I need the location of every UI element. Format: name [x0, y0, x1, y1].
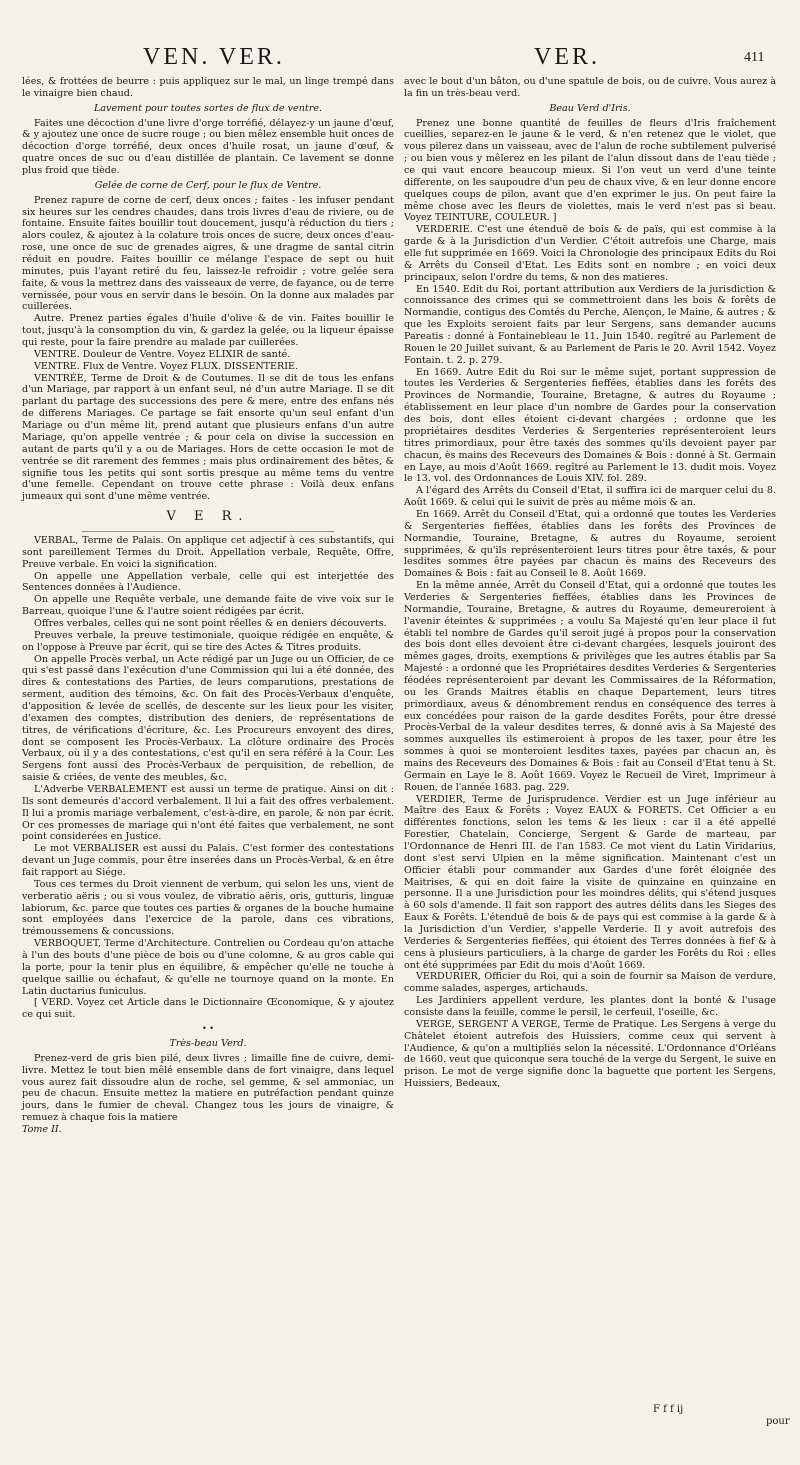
paragraph: Preuves verbale, la preuve testimoniale, quoique rédigée en enquête, & on l'oppose à Preuve par écrit, qui se tire des Actes & Titres produits. — [22, 629, 394, 653]
entry-verd: [ VERD. Voyez cet Article dans le Dictionnaire Œconomique, & y ajoutez ce qui suit. — [22, 997, 394, 1021]
entry-verderie: VERDERIE. C'est une étenduë de bois & de païs, qui est commise à la garde & à la Jurisdiction d'un Verdier. C'étoit autrefois une Charge, mais elle fut supprimée en 1669. Voici la Chronologie des principaux Edits du Roi & Arrêts du Conseil d'Etat. Les Edits sont en nombre ; en voici deux principaux, selon l'ordre du tems, & non des matieres. — [404, 224, 776, 283]
entry-ventre-douleur: VENTRE. Douleur de Ventre. Voyez ELIXIR de santé. — [34, 348, 291, 360]
recipe-heading: Beau Verd d'Iris. — [549, 102, 631, 114]
paragraph: Autre. Prenez parties égales d'huile d'olive & de vin. Faites bouillir le tout, jusqu'à la consomption du vin, & gardez la gelée, ou la liqueur épaisse qui reste, pour la faire prendre au malade par cuillerées. — [22, 313, 394, 349]
entry-verge: VERGE, SERGENT A VERGE, Terme de Pratique. Les Sergens à verge du Châtelet étoient autrefois des Huissiers, comme ceux qui servent à l'Audience, & qu'on a multipliés selon la nécessité. L'Ordonnance d'Orléans de 1660. veut que quiconque sera touché de la verge du Sergent, le suive en prison. Le mot de verge signifie donc la baguette que portent les Sergens, Huissiers, Bedeaux, — [404, 1018, 776, 1090]
signature-mark: F f f ij — [653, 1404, 684, 1415]
paragraph: Offres verbales, celles qui ne sont point réelles & en deniers découverts. — [34, 617, 387, 629]
paragraph: L'Adverbe VERBALEMENT est aussi un terme de pratique. Ainsi on dit : Ils sont demeurés d'accord verbalement. Il lui a fait des offres verbalement. Il lui a promis mariage verbalement, c'est-à-dire, en parole, & non par écrit. Or ces promesses de mariage qui n'ont été faites que verbalement, ne sont point considerées en Justice. — [22, 783, 394, 843]
paragraph: On appelle une Appellation verbale, celle qui est interjettée des Sentences données à l'Audience. — [22, 570, 394, 594]
running-head-center: VER. — [534, 44, 600, 70]
page-number: 411 — [744, 50, 765, 65]
paragraph: En 1540. Edit du Roi, portant attribution aux Verdiers de la jurisdiction & connoissance des crimes qui se commettroient dans les bois & forêts de Normandie, contigus des Comtés du Perche, Alençon, le Maine, & autres ; & que les Exploits seroient faits par leur Sergens, sans demander aucuns Pareatis : donné à Fontainebleau le 11. Juin 1540. regîtré au Parlement de Rouen le 20 Juillet suivant, & au Parlement de Paris le 20. Avril 1542. Voyez Fontain. t. 2. p. 279. — [404, 283, 776, 366]
paragraph: Prenez-verd de gris bien pilé, deux livres ; limaille fine de cuivre, demi-livre. Mettez le tout bien mêlé ensemble dans de fort vinaigre, dans lequel vous aurez fait dissoudre alun de roche, sel gemme, & sel ammoniac, un peu de chacun. Ensuite mettez la matiere en putréfaction pendant quinze jours, dans le fumier de cheval. Changez tous les jours de vinaigre, & remuez à chaque fois la matiere — [22, 1052, 394, 1124]
section-heading-ver: V E R. — [166, 509, 250, 525]
paragraph: Faites une décoction d'une livre d'orge torréfié, délayez-y un jaune d'œuf, & y ajoutez une once de sucre rouge ; ou bien mêlez ensemble huit onces de décoction d'orge torréfié, deux onces d'huile rosat, un jaune d'œuf, & quatre onces de suc ou d'eau distillée de plantain. Ce lavement se donne plus froid que tiède. — [22, 117, 394, 177]
entry-verdier: VERDIER, Terme de Jurisprudence. Verdier est un Juge inférieur au Maître des Eaux & Forêts ; Voyez EAUX & FORETS. Cet Officier a eu différentes fonctions, selon les tems & les lieux : car il a été appellé Forestier, Chatelain, Concierge, Sergent & Garde de marteau, par l'Ordonnance de Henri III. de l'an 1583. Ce mot vient du Latin Viridarius, dont s'est servi Ulpien en la même signification. Maintenant c'est un Officier établi pour commander aux Gardes d'une forêt éloignée des Maitrises, & qui en doit faire la visite de quinzaine en quinzaine en personne. Il a une Jurisdiction pour les moindres délits, qui s'étend jusques à 60 sols d'amende. Il fait son rapport des autres délits dans les Sieges des Eaux & Forêts. L'étenduë de bois & de pays qui est commise à la garde & à la Jurisdiction d'un Verdier, s'appelle Verderie. Il y avoit autrefois des Verderies & Sergenteries fieffées, qui étoient des Terres données à fief & à cens à plusieurs particuliers, à la charge de garder les Forêts du Roi : elles ont été supprimées par Edit du mois d'Août 1669. — [404, 793, 776, 971]
paragraph: Tous ces termes du Droit viennent de verbum, qui selon les uns, vient de verberatio aëris ; ou si vous voulez, de vibratio aëris, oris, gutturis, linguæ labiorum, &c. parce que toutes ces parties & organes de la bouche humaine sont employées dans l'exercice de la parole, dans ces vibrations, trémoussemens & concussions. — [22, 878, 394, 938]
recipe-heading: Gelée de corne de Cerf, pour le flux de Ventre. — [94, 179, 322, 191]
paragraph: lées, & frottées de beurre : puis appliquez sur le mal, un linge trempé dans le vinaigre bien chaud. — [22, 76, 394, 99]
paragraph: Le mot VERBALISER est aussi du Palais. C'est former des contestations devant un Juge commis, pour être inserées dans un Procès-Verbal, & en être fait rapport au Siége. — [22, 843, 394, 878]
entry-ventre-flux: VENTRE. Flux de Ventre. Voyez FLUX. DISSENTERIE. — [34, 360, 298, 372]
volume-footer: Tome II. — [22, 1124, 62, 1136]
paragraph: En 1669. Arrêt du Conseil d'Etat, qui a ordonné que toutes les Verderies & Sergenteries fieffées, établies dans les forêts des Provinces de Normandie, Touraine, Bretagne, & autres du Royaume, seroient supprimées, & qu'ils représenteroient leurs titres pour être taxés, & pour lesdites sommes être payées par chacun ès mains des Receveurs des Domaines & Bois : fait au Conseil le 8. Août 1669. — [404, 508, 776, 580]
recipe-heading: Très-beau Verd. — [169, 1038, 247, 1050]
entry-verboquet: VERBOQUET, Terme d'Architecture. Contrelien ou Cordeau qu'on attache à l'un des bouts d'une pièce de bois ou d'une colomne, & au gros cable qui la porte, pour la tenir plus en équilibre, & empêcher qu'elle ne touche à quelque saillie ou échafaut, & qu'elle ne tournoye quand on la monte. En Latin ductarius funiculus. — [22, 938, 394, 997]
paragraph: Les Jardiniers appellent verdure, les plantes dont la bonté & l'usage consiste dans la feuille, comme le persil, le cerfeuil, l'oseille, &c. — [404, 995, 776, 1019]
paragraph: Prenez une bonne quantité de feuilles de fleurs d'Iris fraîchement cueillies, separez-en le jaune & le verd, & n'en retenez que le violet, que vous pilerez dans un vaisseau, avec de l'alun de roche subtilement pulverisé ; ou bien vous y mêlerez en les pilant de l'alun dissout dans de l'eau tiède ; ce qui vaut encore beaucoup mieux. Si l'on veut un verd d'une teinte differente, on les saupoudre d'un peu de chaux vive, & en leur donne encore quelques coups de pilon, avant que d'en exprimer le jus. On peut faire la même chose avec les fleurs de violettes, mais le verd n'est pas si beau. Voyez TEINTURE, COULEUR. ] — [404, 117, 776, 224]
paragraph: En la même année, Arrêt du Conseil d'Etat, qui a ordonné que toutes les Verderies & Sergenteries fieffées, établies dans les Provinces de Normandie, Touraine, Bretagne, & autres du Royaume, demeureroient à l'avenir éteintes & supprimées ; a voulu Sa Majesté qu'en leur place il fut établi tel nombre de Gardes qu'il seroit jugé à propos pour la conservation des bois dont elles devoient être ci-devant chargées, lesquels jouiront des mêmes gages, droits, exemptions & privilèges que les autres établis par Sa Majesté : a ordonné que les Propriétaires desdites Verderies & Sergenteries féodées représenteroient par devant les Commissaires de la Réformation, ou les Grands Maitres établis en chaque Departement, leurs titres primordiaux, aveus & dénombrement rendus en conséquence des terres à eux concédées pour raison de la garde desdites Forêts, pour être dressé Procès-Verbal de la valeur desdites terres, & donné avis à Sa Majesté des sommes auxquelles ils estimeroient à propos de les taxer, pour être les sommes à quoi se monteroient lesdites taxes, payées par chacun an, ès mains des Receveurs des Domaines & Bois : fait au Conseil d'Etat tenu à St. Germain en Laye le 8. Août 1669. Voyez le Recueil de Viret, Imprimeur à Rouen, de l'année 1683. pag. 229. — [404, 580, 776, 793]
entry-verbal: VERBAL, Terme de Palais. On applique cet adjectif à ces substantifs, qui sont pareillement Termes du Droit. Appellation verbale, Requête, Offre, Preuve verbale. En voici la signification. — [22, 534, 394, 570]
paragraph: On appelle une Requête verbale, une demande faite de vive voix sur le Barreau, quoique l'une & l'autre soient rédigées par écrit. — [22, 594, 394, 618]
section-rule — [82, 531, 334, 532]
ornament: • • — [202, 1024, 214, 1034]
paragraph: Prenez rapure de corne de cerf, deux onces ; faites - les infuser pendant six heures sur les cendres chaudes, dans trois livres d'eau de riviere, ou de fontaine. Ensuite faites bouillir tout doucement, jusqu'à réduction du tiers ; alors coulez, & ajoutez à la colature trois onces de sucre, deux onces d'eau-rose, une once de suc de grenades aigres, & une dragme de santal citrin réduit en poudre. Faites bouillir ce mélange l'espace de sept ou huit minutes, puis l'ayant retiré du feu, laissez-le refroidir ; votre gelée sera faite, & vous la mettrez dans des vaisseaux de verre, de fayance, ou de terre vernissée, pour vous en servir dans le besoin. On la donne aux malades par cuillerées. — [22, 194, 394, 313]
entry-ventree: VENTRÉE, Terme de Droit & de Coutumes. Il se dit de tous les enfans d'un Mariage, par rapport à un enfant seul, né d'un autre Mariage. Il se dit parlant du partage des successions des pere & mere, entre des enfans nés de differens Mariages. Ce partage se fait ensorte qu'un seul enfant d'un Mariage ou d'un même lit, prend autant que plusieurs enfans d'un autre Mariage, qu'on appelle ventrée ; & pour cela on divise la succession en autant de parts qu'il y a ou de Mariages. Hors de cette occasion le mot de ventrée se dit rarement des femmes ; mais plus ordinairement des bêtes, & signifie tous les petits qui sont sortis presque au même tems du ventre d'une femelle. Cependant on trouve cette phrase : Voilà deux enfans jumeaux qui sont d'une même ventrée. — [22, 372, 394, 503]
left-column — [22, 76, 394, 1136]
paragraph: On appelle Procès verbal, un Acte rédigé par un Juge ou un Officier, de ce qui s'est passé dans l'exécution d'une Commission qui lui a été donnée, des dires & contestations des Parties, de leurs comparutions, prestations de serment, audition des témoins, &c. On fait des Procès-Verbaux d'enquête, d'apposition & levée de scellés, de descente sur les lieux pour les visiter, d'examen des comptes, distribution des deniers, de représentations de titres, de vérifications d'écriture, &c. Les Procureurs envoyent des dires, dont se composent les Procès-Verbaux. La clôture ordinaire des Procès Verbaux, où il y a des contestations, c'est qu'il en sera référé à la Cour. Les Sergens font aussi des Procès-Verbaux de perquisition, de rebellion, de saisie & criées, de vente des meubles, &c. — [22, 653, 394, 784]
right-column — [404, 76, 776, 1090]
running-header — [0, 44, 800, 74]
recipe-heading: Lavement pour toutes sortes de flux de ventre. — [93, 102, 323, 114]
entry-verdurier: VERDURIER, Officier du Roi, qui a soin de fournir sa Maison de verdure, comme salades, asperges, artichauds. — [404, 971, 776, 995]
catchword: pour — [766, 1416, 790, 1427]
paragraph: A l'égard des Arrêts du Conseil d'Etat, il suffira ici de marquer celui du 8. Août 1669. & celui qui le suivit de près au même mois & an. — [404, 485, 776, 509]
paragraph: En 1669. Autre Edit du Roi sur le même sujet, portant suppression de toutes les Verderies & Sergenteries fieffées, établies dans les forêts des Provinces de Normandie, Touraine, Bretagne, & autres du Royaume ; établissement en leur place d'un nombre de Gardes pour la conservation des bois, dont elles étoient ci-devant chargées ; ordonne que les propriétaires desdites Verderies & Sergenteries représenteroient leurs titres primordiaux, pour être taxés des sommes qu'ils devoient payer par chacun, ès mains des Receveurs des Domaines & Bois : donné à St. Germain en Laye, au mois d'Août 1669. regîtré au Parlement le 13. dudit mois. Voyez le 13. vol. des Ordonnances de Louis XIV. fol. 289. — [404, 366, 776, 485]
paragraph: avec le bout d'un bâton, ou d'une spatule de bois, ou de cuivre. Vous aurez à la fin un très-beau verd. — [404, 76, 776, 99]
running-head-left: VEN. VER. — [143, 44, 285, 70]
